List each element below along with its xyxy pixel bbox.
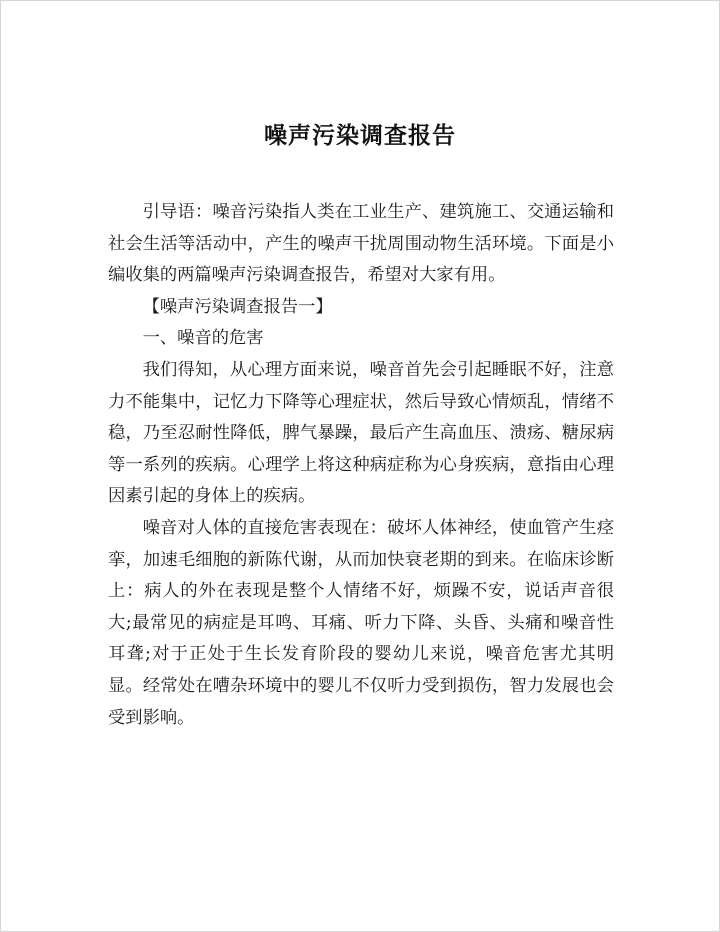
intro-paragraph: 引导语：噪音污染指人类在工业生产、建筑施工、交通运输和社会生活等活动中，产生的噪声干扰周围动物生活环境。下面是小编收集的两篇噪声污染调查报告，希望对大家有用。 (108, 202, 614, 286)
physical-effects-paragraph: 噪音对人体的直接危害表现在：破坏人体神经，使血管产生痉挛，加速毛细胞的新陈代谢，从而加快衰老期的到来。在临床诊断上：病人的外在表现是整个人情绪不好，烦躁不安，说话声音很大;最常见的病症是耳鸣、耳痛、听力下降、头昏、头痛和噪音性耳聋;对于正处于生长发育阶段的婴幼儿来说，噪音危害尤其明显。经常处在嘈杂环境中的婴儿不仅听力受到损伤，智力发展也会受到影响。 (108, 517, 614, 728)
section-heading: 一、噪音的危害 (142, 328, 264, 349)
report-heading: 【噪声污染调查报告一】 (142, 296, 333, 317)
document-body (108, 197, 614, 734)
document-title: 噪声污染调查报告 (264, 123, 456, 149)
psychological-effects-paragraph: 我们得知，从心理方面来说，噪音首先会引起睡眠不好，注意力不能集中，记忆力下降等心理症状，然后导致心情烦乱，情绪不稳，乃至忍耐性降低，脾气暴躁，最后产生高血压、溃疡、糖尿病等一系列的疾病。心理学上将这种病症称为心身疾病，意指由心理因素引起的身体上的疾病。 (108, 359, 614, 507)
